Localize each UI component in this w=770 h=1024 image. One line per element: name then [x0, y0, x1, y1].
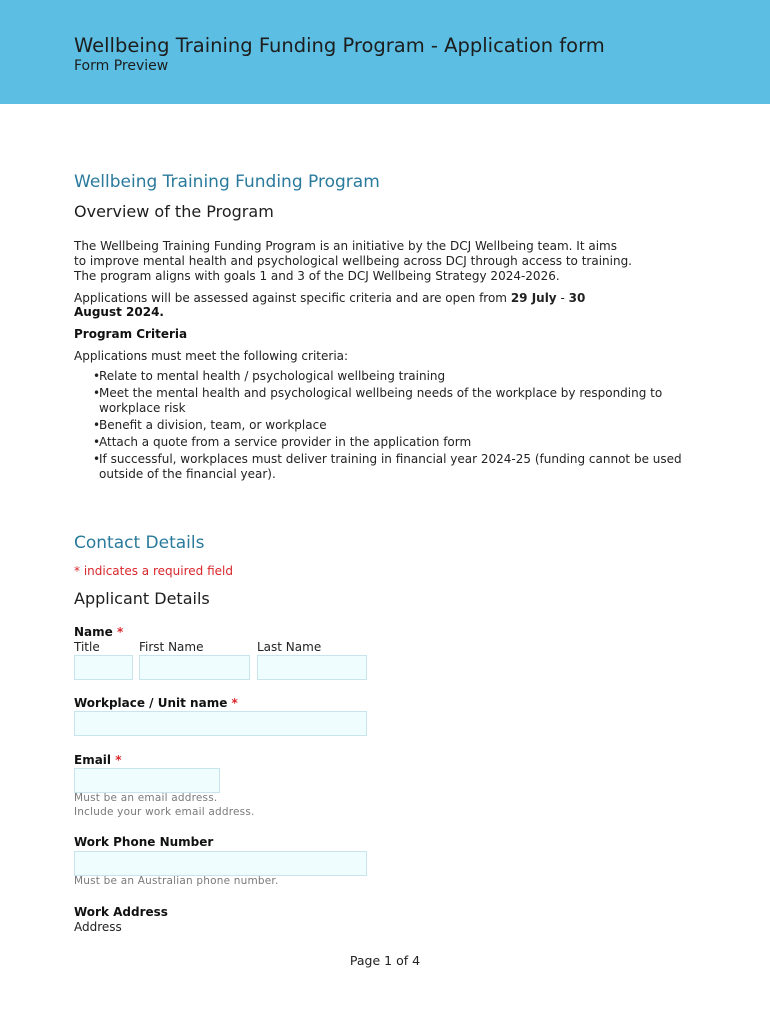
email-help-2: Include your work email address.: [74, 806, 255, 818]
email-label: Email *: [74, 753, 122, 767]
first-name-input[interactable]: [139, 655, 250, 680]
dates-text: [74, 291, 585, 305]
program-section-title: Wellbeing Training Funding Program: [74, 172, 380, 192]
required-marker: *: [231, 696, 238, 710]
criteria-heading: Program Criteria: [74, 327, 188, 341]
last-name-input[interactable]: [257, 655, 367, 680]
title-input[interactable]: [74, 655, 133, 680]
form-subtitle: Form Preview: [74, 58, 169, 74]
overview-text-line-1: The Wellbeing Training Funding Program is an initiative by the DCJ Wellbeing team. It aims: [74, 239, 617, 253]
required-marker: *: [116, 625, 124, 639]
email-input[interactable]: [74, 768, 220, 793]
dates-prefix: Applications will be assessed against specific criteria and are open from: [74, 291, 511, 305]
title-label: Title: [74, 640, 100, 654]
last-name-label: Last Name: [257, 640, 322, 654]
criteria-item: • If successful, workplaces must deliver training in financial year 2024-25 (funding cannot be used outside of the financial year).: [93, 452, 682, 481]
phone-help: Must be an Australian phone number.: [74, 875, 279, 887]
name-label: Name *: [74, 625, 124, 639]
page-number: Page 1 of 4: [349, 953, 421, 968]
form-header: [0, 0, 770, 104]
address-label: Work Address: [74, 905, 168, 919]
criteria-item: • Relate to mental health / psychological wellbeing training: [93, 369, 446, 383]
overview-subtitle: Overview of the Program: [74, 202, 274, 221]
required-marker: *: [115, 753, 122, 767]
criteria-intro: Applications must meet the following criteria:: [74, 349, 349, 363]
dates-separator: -: [556, 291, 569, 305]
open-date: 29 July: [510, 291, 557, 305]
criteria-item: • Meet the mental health and psychological wellbeing needs of the workplace by responding to workplace risk: [93, 386, 663, 415]
overview-text-line-3: The program aligns with goals 1 and 3 of the DCJ Wellbeing Strategy 2024-2026.: [74, 269, 560, 283]
phone-input[interactable]: [74, 851, 367, 876]
form-title: Wellbeing Training Funding Program - Application form: [74, 34, 605, 57]
close-date-month: August 2024.: [74, 305, 164, 319]
criteria-item: • Attach a quote from a service provider in the application form: [93, 435, 472, 449]
workplace-label: Workplace / Unit name *: [74, 696, 238, 710]
workplace-input[interactable]: [74, 711, 367, 736]
phone-label: Work Phone Number: [74, 835, 214, 849]
applicant-details-title: Applicant Details: [74, 589, 210, 608]
contact-section-title: Contact Details: [74, 533, 205, 553]
first-name-label: First Name: [139, 640, 204, 654]
overview-text-line-2: to improve mental health and psychological wellbeing across DCJ through access to training.: [74, 254, 632, 268]
email-help-1: Must be an email address.: [74, 792, 218, 804]
criteria-list: [74, 369, 694, 484]
required-field-note: * indicates a required field: [74, 564, 233, 578]
close-date-day: 30: [568, 291, 586, 305]
address-sublabel: Address: [74, 920, 122, 934]
criteria-item: • Benefit a division, team, or workplace: [93, 418, 327, 432]
